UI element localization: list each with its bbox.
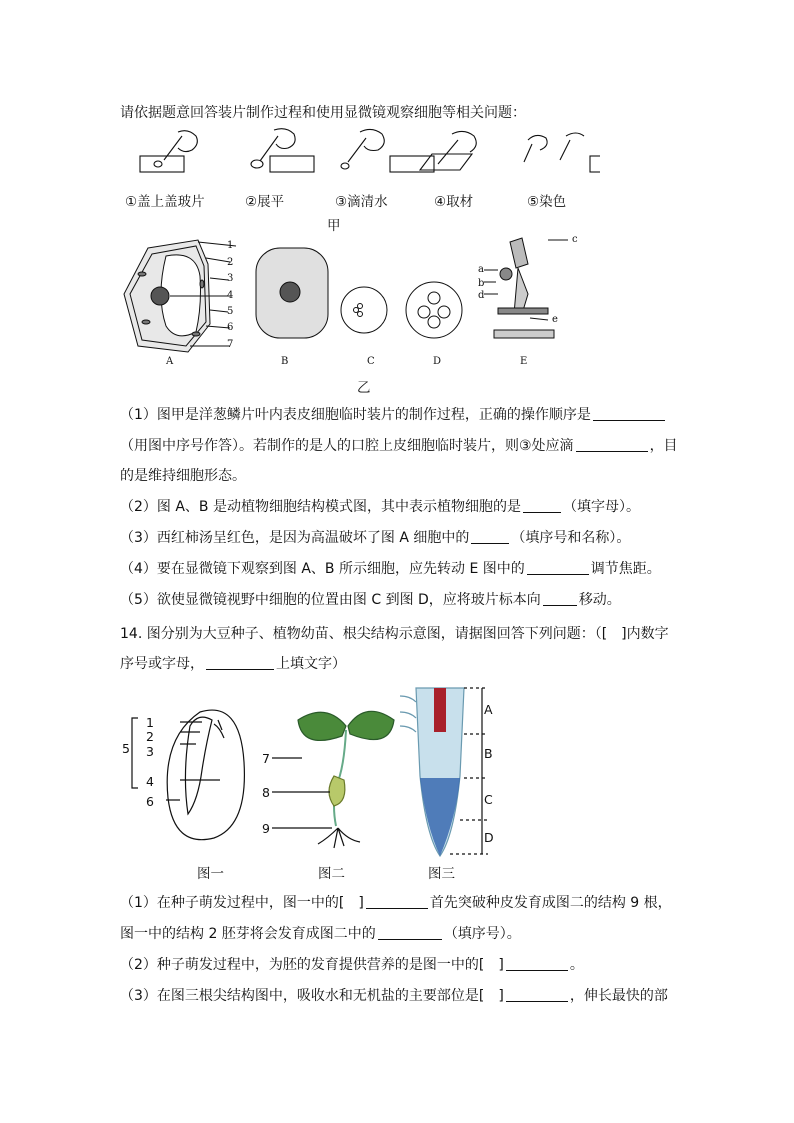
seedling-label-8: 8 [262, 785, 270, 800]
intro-text: 请依据题意回答装片制作过程和使用显微镜观察细胞等相关问题： [120, 105, 526, 121]
root-label-b: B [484, 746, 493, 761]
seedling-label-7: 7 [262, 751, 270, 766]
answer-blank[interactable] [206, 655, 274, 670]
panel-label-b: B [281, 356, 289, 367]
seed-label-5: 5 [122, 741, 130, 756]
seed-outline [167, 710, 244, 840]
micro-label-d: d [478, 290, 485, 301]
q14-part2: （2）种子萌发过程中，为胚的发育提供营养的是图一中的[ ] 。 [120, 957, 584, 973]
figure-jia-caption: 甲 [327, 218, 341, 234]
seed-label-1: 1 [146, 715, 154, 730]
q14-header-line1: 14. 图分别为大豆种子、植物幼苗、根尖结构示意图，请据图回答下列问题：（[ ]内数字 [120, 626, 669, 642]
q14-part1-line2: 图一中的结构 2 胚芽将会发育成图二中的 （填序号）。 [120, 926, 521, 942]
micro-label-c: c [572, 234, 578, 245]
panel-label-c: C [367, 356, 375, 367]
micro-label-a: a [478, 264, 484, 275]
panel-label-d: D [433, 356, 442, 367]
root-label-c: C [484, 792, 493, 807]
q13-part1-line2: （用图中序号作答）。若制作的是人的口腔上皮细胞临时装片，则③处应滴 ，目 [120, 438, 678, 454]
figure-yi-caption: 乙 [357, 380, 371, 396]
q14-part3: （3）在图三根尖结构图中，吸收水和无机盐的主要部位是[ ] ，伸长最快的部 [120, 988, 668, 1004]
answer-blank[interactable] [543, 591, 577, 606]
root-label-d: D [484, 830, 494, 845]
cell-label-1: 1 [227, 240, 234, 251]
fig-caption-3: 图三 [428, 866, 455, 882]
seed-label-3: 3 [146, 744, 154, 759]
root-label-a: A [484, 702, 493, 717]
fig-caption-1: 图一 [197, 866, 224, 882]
figure-seed-seedling-root [120, 686, 510, 858]
q13-part1-line1: （1）图甲是洋葱鳞片叶内表皮细胞临时装片的制作过程，正确的操作顺序是 [120, 405, 667, 425]
answer-blank[interactable] [378, 925, 442, 940]
step-label-2: ②展平 [245, 194, 285, 210]
microscope-e [510, 238, 528, 268]
view-d [406, 282, 462, 338]
q14-part1-line1: （1）在种子萌发过程中，图一中的[ ] 首先突破种皮发育成图二的结构 9 根， [120, 895, 672, 911]
answer-blank[interactable] [576, 437, 648, 452]
answer-blank[interactable] [471, 529, 509, 544]
cell-label-6: 6 [227, 322, 234, 333]
seed-label-4: 4 [146, 774, 154, 789]
micro-label-b: b [478, 278, 485, 289]
q13-part4: （4）要在显微镜下观察到图 A、B 所示细胞，应先转动 E 图中的 调节焦距。 [120, 561, 661, 577]
cell-label-4: 4 [227, 290, 234, 301]
answer-blank[interactable] [593, 406, 665, 421]
panel-label-e: E [520, 356, 528, 367]
step-label-4: ④取材 [434, 194, 474, 210]
step-label-5: ⑤染色 [527, 194, 567, 210]
figure-yi-cells [118, 234, 578, 364]
figure-jia-steps [120, 126, 600, 186]
cell-label-5: 5 [227, 306, 234, 317]
cell-label-7: 7 [227, 339, 234, 350]
view-c [341, 287, 387, 333]
cell-label-2: 2 [227, 257, 234, 268]
answer-blank[interactable] [506, 987, 568, 1002]
step-label-3: ③滴清水 [335, 194, 388, 210]
micro-label-e: e [552, 314, 558, 325]
panel-label-a: A [166, 356, 174, 367]
q13-part2: （2）图 A、B 是动植物细胞结构模式图，其中表示植物细胞的是 （填字母）。 [120, 499, 640, 515]
answer-blank[interactable] [506, 956, 568, 971]
answer-blank[interactable] [527, 560, 589, 575]
q13-part5: （5）欲使显微镜视野中细胞的位置由图 C 到图 D，应将玻片标本向 移动。 [120, 592, 621, 608]
seed-label-6: 6 [146, 794, 154, 809]
fig-caption-2: 图二 [318, 866, 345, 882]
cell-label-3: 3 [227, 273, 234, 284]
seed-label-2: 2 [146, 729, 154, 744]
q13-part1-line3: 的是维持细胞形态。 [120, 468, 246, 484]
answer-blank[interactable] [366, 894, 428, 909]
q13-part3: （3）西红柿汤呈红色，是因为高温破坏了图 A 细胞中的 （填序号和名称）。 [120, 530, 631, 546]
step-label-1: ①盖上盖玻片 [125, 194, 205, 210]
seedling-label-9: 9 [262, 821, 270, 836]
q14-header-line2: 序号或字母， 上填文字） [120, 656, 346, 672]
answer-blank[interactable] [523, 498, 561, 513]
